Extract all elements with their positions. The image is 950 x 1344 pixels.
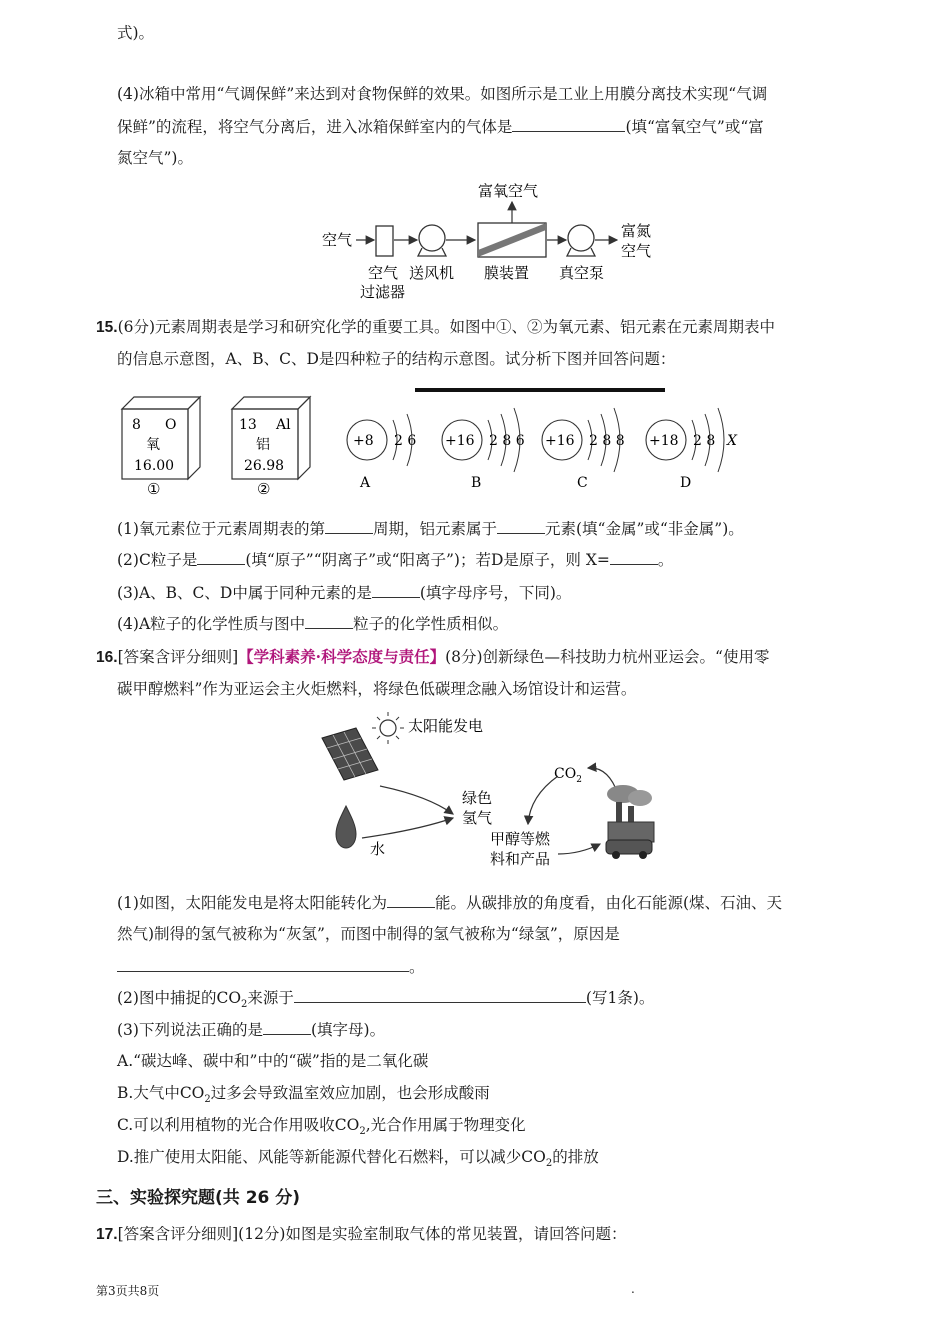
- vacuum-pump-icon: [568, 225, 594, 251]
- q16-part2-text-c: (写1条)。: [585, 989, 655, 1007]
- q14-part4-text-a: 保鲜”的流程，将空气分离后，进入冰箱保鲜室内的气体是: [117, 118, 513, 136]
- particle-b-label: B: [471, 475, 482, 491]
- q15-part3-text-a: (3)A、B、C、D中属于同种元素的是: [117, 584, 372, 602]
- answer-blank[interactable]: [294, 986, 586, 1003]
- oxygen-rich-air-label: 富氧空气: [478, 182, 539, 200]
- answer-blank[interactable]: [497, 517, 545, 534]
- oxygen-index: ①: [147, 480, 161, 498]
- q16-stem-line1: [96, 646, 769, 669]
- q15-part1-text-b: 周期，铝元素属于: [372, 520, 497, 538]
- aluminum-atomic-number: 13: [239, 417, 257, 433]
- oxygen-name: 氧: [146, 437, 160, 453]
- aluminum-atomic-mass: 26.98: [244, 458, 285, 474]
- q16-part2-text-a: (2)图中捕捉的CO: [117, 989, 242, 1007]
- q16-option-b: [117, 1082, 490, 1111]
- water-label: 水: [370, 840, 386, 858]
- q16-option-c-text-b: ,光合作用属于物理变化: [365, 1116, 526, 1134]
- particle-a: [347, 414, 416, 491]
- q15-part4: [117, 612, 508, 635]
- answer-blank[interactable]: [305, 612, 353, 629]
- answer-blank[interactable]: [387, 891, 435, 908]
- q15-part2-text-b: (填“原子”“阴离子”或“阳离子”)；若D是原子，则 X=: [245, 551, 610, 569]
- particle-a-label: A: [360, 475, 371, 491]
- q16-option-c-text-a: C.可以利用植物的光合作用吸收CO: [117, 1116, 360, 1134]
- nitrogen-rich-air-label-l2: 空气: [621, 242, 652, 260]
- answer-blank[interactable]: [372, 581, 420, 598]
- blower-label: 送风机: [409, 264, 455, 282]
- answer-blank[interactable]: [263, 1018, 311, 1035]
- q16-part1-line3: [117, 955, 425, 978]
- q16-option-b-subscript: 2: [204, 1094, 211, 1106]
- particle-d-nucleus: +18: [649, 433, 679, 449]
- factory-and-car-icon: [606, 785, 654, 859]
- q16-option-a: A.“碳达峰、碳中和”中的“碳”指的是二氧化碳: [117, 1052, 429, 1070]
- membrane-label: 膜装置: [484, 264, 530, 282]
- q15-part1-text-c: 元素(填“金属”或“非金属”)。: [544, 520, 744, 538]
- q16-option-d-text-b: 的排放: [552, 1148, 599, 1166]
- aluminum-name: 铝: [256, 437, 270, 453]
- vacuum-pump-label: 真空泵: [559, 264, 605, 282]
- q16-option-d: [117, 1146, 599, 1175]
- q15-part3: [117, 581, 571, 604]
- oxygen-atomic-number: 8: [132, 417, 141, 433]
- q15-part4-text-b: 粒子的化学性质相似。: [353, 615, 509, 633]
- element-and-particle-diagram: [110, 384, 750, 502]
- water-drop-icon: [336, 806, 356, 848]
- solar-panel-icon: [322, 728, 378, 780]
- particle-c-shells: 2 8 8: [589, 433, 625, 449]
- q14-continuation: 式)。: [117, 24, 155, 42]
- q15-number: 15.: [96, 319, 118, 336]
- membrane-strip: [478, 223, 546, 257]
- blower-icon: [419, 225, 445, 251]
- q16-option-c-subscript: 2: [359, 1126, 366, 1138]
- filter-label-l2: 过滤器: [360, 283, 406, 301]
- q15-part1: [117, 517, 744, 540]
- green-hydrogen-label-l2: 氢气: [462, 809, 493, 827]
- particle-d: [646, 408, 738, 491]
- q15-stem-text: (6分)元素周期表是学习和研究化学的重要工具。如图中①、②为氧元素、铝元素在元素周期表中: [117, 318, 776, 336]
- q16-option-b-text-b: 过多会导致温室效应加剧，也会形成酸雨: [210, 1084, 490, 1102]
- particle-c-nucleus: +16: [545, 433, 575, 449]
- answer-blank[interactable]: [117, 955, 409, 972]
- q16-part1-text-a: (1)如图，太阳能发电是将太阳能转化为: [117, 894, 387, 912]
- q17-stem: [96, 1223, 626, 1246]
- aluminum-symbol: Al: [276, 417, 291, 433]
- q16-part2: [117, 986, 654, 1016]
- particle-b-shells: 2 8 6: [489, 433, 525, 449]
- particle-b-nucleus: +16: [445, 433, 475, 449]
- solar-power-label: 太阳能发电: [408, 717, 484, 735]
- green-hydrogen-diagram: [318, 706, 658, 876]
- q16-stem-line2: 碳甲醇燃料”作为亚运会主火炬燃料，将绿色低碳理念融入场馆设计和运营。: [117, 680, 637, 698]
- q16-number: 16.: [96, 649, 118, 666]
- q14-part4-line2: [117, 115, 764, 138]
- q16-part2-subscript: 2: [241, 999, 248, 1011]
- q16-part1-line1: [117, 891, 782, 914]
- q16-part1-line2: 然气)制得的氢气被称为“灰氢”，而图中制得的氢气被称为“绿氢”，原因是: [117, 925, 620, 943]
- q16-option-b-text-a: B.大气中CO: [117, 1084, 205, 1102]
- q16-option-d-text-a: D.推广使用太阳能、风能等新能源代替化石燃料，可以减少CO: [117, 1148, 546, 1166]
- q15-part4-text-a: (4)A粒子的化学性质与图中: [117, 615, 306, 633]
- section-three-title: 三、实验探究题(共 26 分): [96, 1188, 301, 1208]
- aluminum-index: ②: [257, 480, 271, 498]
- oxygen-atomic-mass: 16.00: [134, 458, 175, 474]
- page-number: 第3页共8页: [96, 1284, 160, 1298]
- nitrogen-rich-air-label-l1: 富氮: [621, 222, 652, 240]
- q16-part1-text-b: 能。从碳排放的角度看，由化石能源(煤、石油、天: [434, 894, 783, 912]
- q17-number: 17.: [96, 1226, 118, 1243]
- co2-label: [554, 766, 582, 785]
- aluminum-element-cell: [232, 397, 310, 498]
- answer-blank[interactable]: [197, 548, 245, 565]
- co2-label-subscript: 2: [576, 775, 582, 785]
- q16-part3: [117, 1018, 385, 1041]
- q14-part4-line1: (4)冰箱中常用“气调保鲜”来达到对食物保鲜的效果。如图所示是工业上用膜分离技术实现“气调: [117, 85, 768, 103]
- air-filter-box: [376, 226, 393, 256]
- q14-part4-line3: 氮空气”)。: [117, 149, 193, 167]
- answer-blank[interactable]: [325, 517, 373, 534]
- q17-stem-text: [答案含评分细则](12分)如图是实验室制取气体的常见装置，请回答问题：: [117, 1225, 627, 1243]
- q16-part3-text-b: (填字母)。: [310, 1021, 386, 1039]
- q15-part1-text-a: (1)氧元素位于元素周期表的第: [117, 520, 325, 538]
- q16-option-d-subscript: 2: [545, 1158, 553, 1170]
- oxygen-symbol: O: [165, 417, 177, 433]
- q15-part2-text-a: (2)C粒子是: [117, 551, 198, 569]
- particle-d-unknown-x: X: [727, 433, 737, 449]
- methanol-label-l1: 甲醇等燃: [490, 830, 551, 848]
- particle-a-nucleus: +8: [353, 433, 374, 449]
- q15-part2-text-c: 。: [657, 551, 674, 569]
- answer-blank[interactable]: [610, 548, 658, 565]
- particle-a-shells: 2 6: [394, 433, 417, 449]
- footer-dot: .: [631, 1282, 635, 1296]
- air-label: 空气: [322, 231, 353, 249]
- q15-stem-line2: 的信息示意图，A、B、C、D是四种粒子的结构示意图。试分析下图并回答问题：: [117, 350, 676, 368]
- sun-icon: [372, 712, 404, 744]
- particle-d-shells: 2 8: [693, 433, 716, 449]
- q16-stem-text: (8分)创新绿色—科技助力杭州亚运会。“使用零: [445, 648, 770, 666]
- q14-part4-text-b: (填“富氧空气”或“富: [625, 118, 764, 136]
- green-hydrogen-label-l1: 绿色: [462, 789, 493, 807]
- q15-part2: [117, 548, 673, 571]
- q15-part3-text-b: (填字母序号，下同)。: [419, 584, 572, 602]
- particle-b: [442, 408, 525, 491]
- filter-label-l1: 空气: [368, 264, 399, 282]
- particle-c: [542, 408, 625, 491]
- q16-option-c: [117, 1114, 526, 1143]
- co2-label-main: CO: [554, 766, 577, 782]
- q16-part2-text-b: 来源于: [247, 989, 294, 1007]
- answer-blank[interactable]: [512, 115, 625, 132]
- oxygen-element-cell: [122, 397, 200, 498]
- q16-part1-end: 。: [409, 958, 425, 976]
- q16-bracket: [答案含评分细则]: [117, 648, 239, 666]
- q15-stem-line1: [96, 316, 775, 339]
- q16-literacy-tag: 【学科素养·科学态度与责任】: [238, 647, 446, 666]
- q16-part3-text-a: (3)下列说法正确的是: [117, 1021, 263, 1039]
- particle-d-label: D: [680, 475, 692, 491]
- methanol-label-l2: 料和产品: [490, 850, 551, 868]
- particle-c-label: C: [577, 475, 588, 491]
- membrane-separation-diagram: [318, 178, 663, 302]
